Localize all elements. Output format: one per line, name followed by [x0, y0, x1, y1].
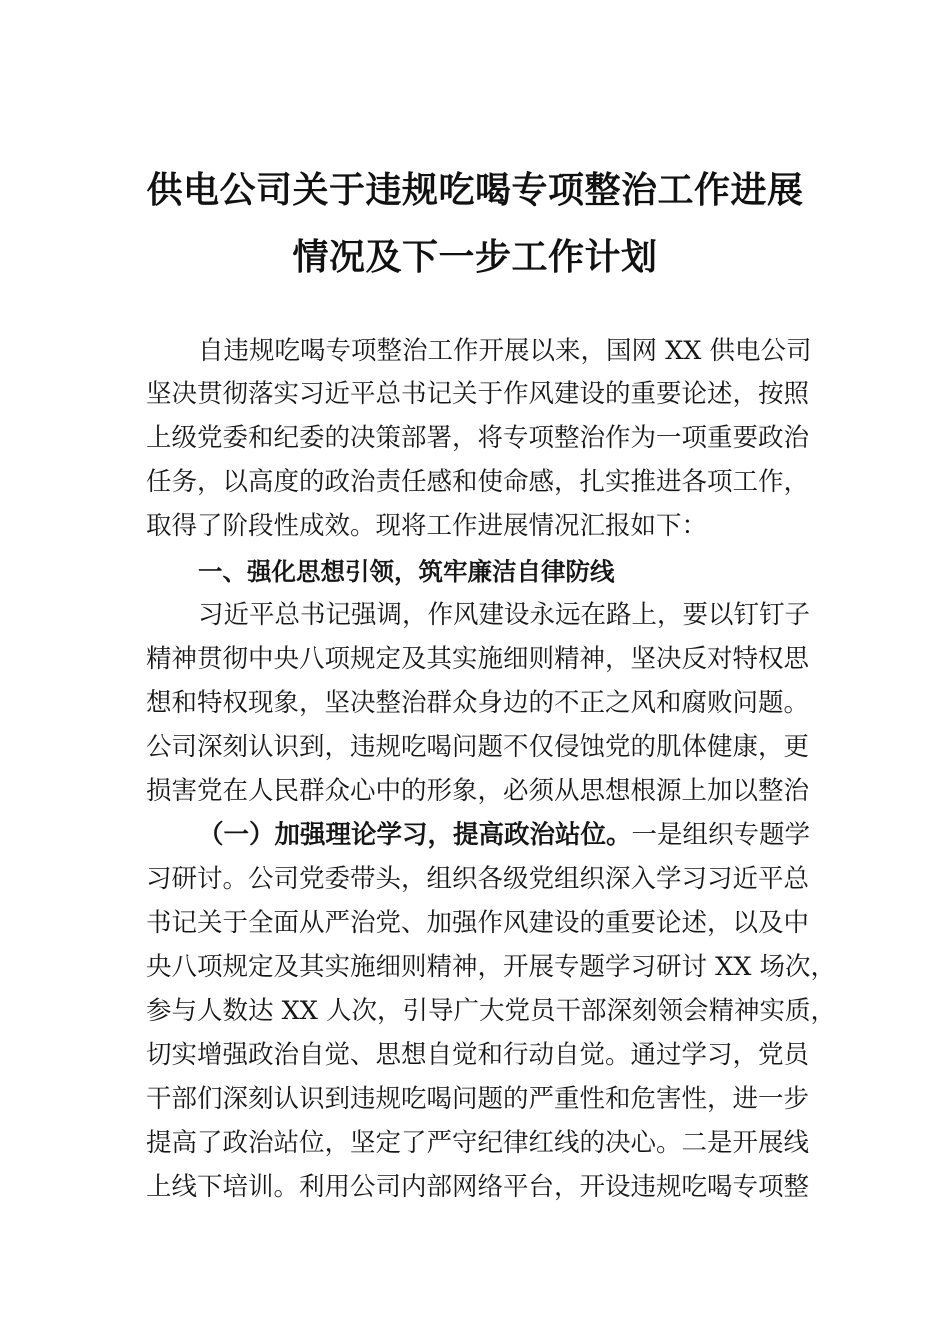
paragraph-line: 自违规吃喝专项整治工作开展以来，国网 XX 供电公司: [198, 336, 812, 366]
paragraph-line: 习研讨。公司党委带头，组织各级党组织深入学习习近平总: [146, 864, 810, 894]
paragraph-line: 公司深刻认识到，违规吃喝问题不仅侵蚀党的肌体健康，更: [146, 732, 810, 762]
paragraph-line: 上级党委和纪委的决策部署，将专项整治作为一项重要政治: [146, 423, 810, 453]
paragraph-line: 精神贯彻中央八项规定及其实施细则精神，坚决反对特权思: [146, 644, 810, 674]
paragraph-line: [198, 817, 811, 853]
document-title-line-2: 情况及下一步工作计划: [292, 236, 658, 278]
paragraph-line: 任务，以高度的政治责任感和使命感，扎实推进各项工作，: [146, 467, 810, 497]
paragraph-line: 切实增强政治自觉、思想自觉和行动自觉。通过学习，党员: [146, 1040, 810, 1070]
paragraph-line: 上线下培训。利用公司内部网络平台，开设违规吃喝专项整: [146, 1172, 810, 1202]
subsection-heading: （一）加强理论学习，提高政治站位。: [198, 820, 632, 850]
paragraph-line: 想和特权现象，坚决整治群众身边的不正之风和腐败问题。: [146, 688, 810, 718]
section-heading: 一、强化思想引领，筑牢廉洁自律防线: [198, 557, 615, 586]
paragraph-text: 一是组织专题学: [631, 820, 811, 850]
paragraph-line: 坚决贯彻落实习近平总书记关于作风建设的重要论述，按照: [146, 379, 810, 409]
paragraph-line: 书记关于全面从严治党、加强作风建设的重要论述，以及中: [146, 908, 810, 938]
paragraph-line: 参与人数达 XX 人次，引导广大党员干部深刻领会精神实质，: [146, 996, 837, 1026]
paragraph-line: 提高了政治站位，坚定了严守纪律红线的决心。二是开展线: [146, 1128, 810, 1158]
paragraph-line: 习近平总书记强调，作风建设永远在路上，要以钉钉子: [198, 600, 811, 630]
paragraph-line: 损害党在人民群众心中的形象，必须从思想根源上加以整治: [146, 776, 810, 806]
document-title-line-1: 供电公司关于违规吃喝专项整治工作进展: [146, 169, 804, 211]
paragraph-line: 央八项规定及其实施细则精神，开展专题学习研讨 XX 场次，: [146, 952, 837, 982]
paragraph-line: 干部们深刻认识到违规吃喝问题的严重性和危害性，进一步: [146, 1084, 810, 1114]
paragraph-line: 取得了阶段性成效。现将工作进展情况汇报如下：: [146, 511, 708, 541]
